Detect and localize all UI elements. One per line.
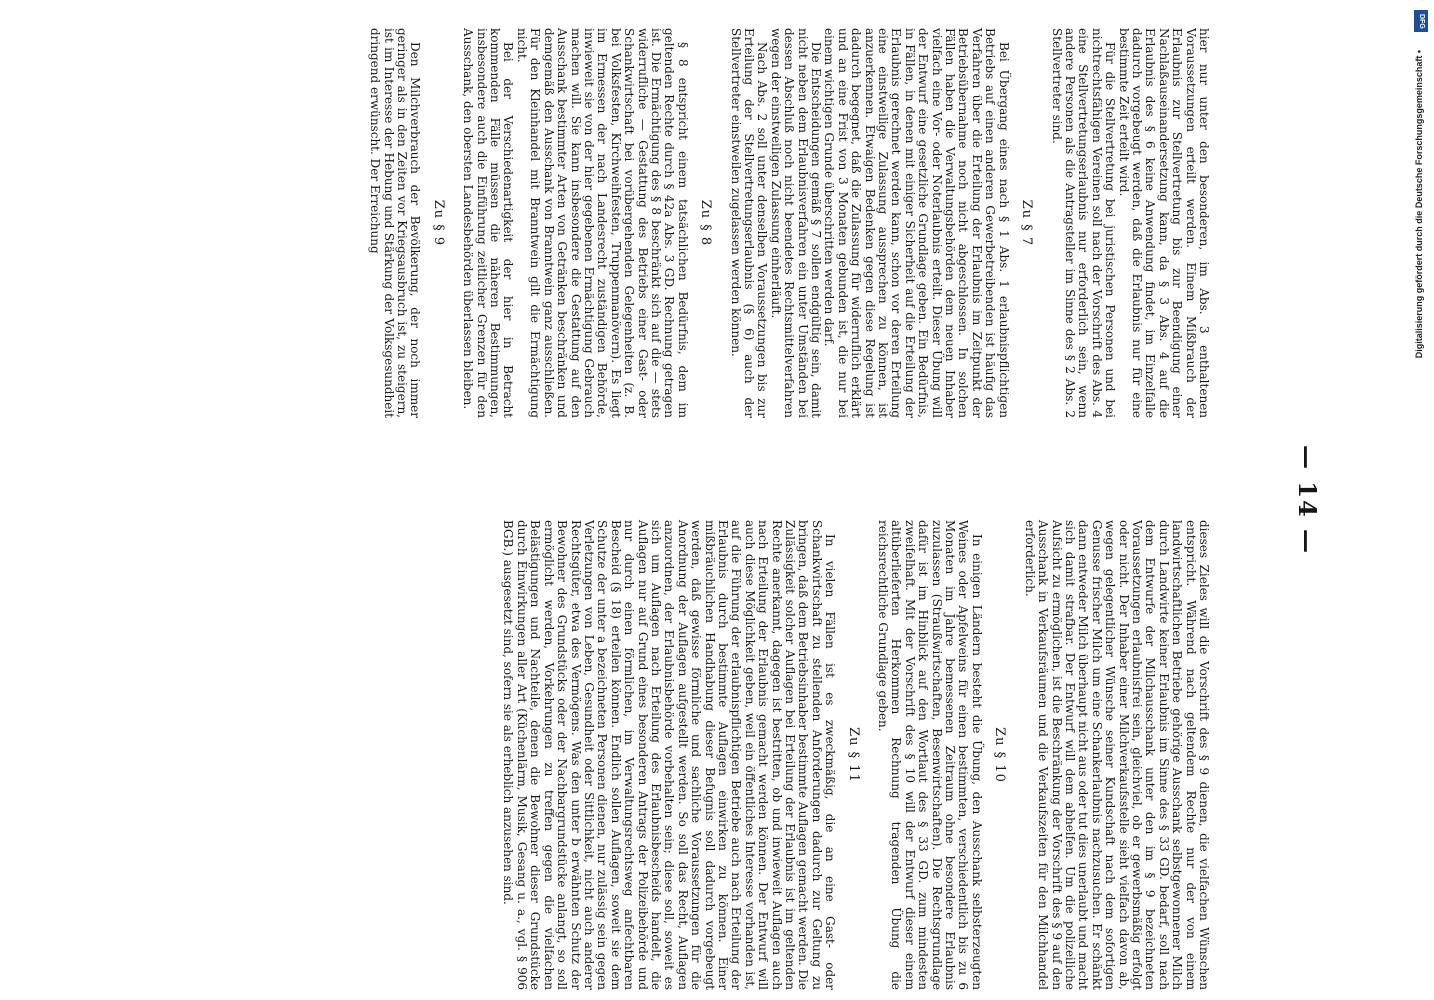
paragraph: Den Milchverbrauch der Bevölkerung, der noch immer geringer als in den Zeiten vor Kriegsausbruch ist, zu steigern, ist im Interesse der Hebung und Stärkung der Volksgesundheit dringend erwünscht. Der Erreichung	[368, 28, 423, 418]
paragraph: Bei Übergang eines nach § 1 Abs. 1 erlaubnispflichtigen Betriebs auf einen anderen Gewerbetreibenden ist häufig das Verfahren über die Erteilung der Erlaubnis im Zeitpunkt der Betriebsübernahme noch nicht abgeschlossen. In solchen Fällen haben die Verwaltungsbehörden dem neuen Inhaber vielfach eine Vor- oder Noterlaubnis erteilt. Dieser Übung will der Entwurf eine gesetzliche Grundlage geben. Ein Bedürfnis, in Fällen, in denen mit einiger Sicherheit auf die Erteilung der Erlaubnis gerechnet werden kann, schon vor deren Erteilung eine einstweilige Zulassung aussprechen zu können, ist anzuerkennen. Etwaigen Bedenken gegen diese Regelung ist dadurch begegnet, daß die Zulassung für widerruflich erklärt und an eine Frist von 3 Monaten gebunden ist, die nur bei einem wichtigen Grunde überschritten werden darf.	[822, 28, 1011, 418]
digitization-credit: Digitalisierung gefördert durch die Deutsche Forschungsgemeinschaft •	[1414, 50, 1424, 359]
digitization-credit-strip	[1410, 10, 1434, 990]
paragraph: Die Entscheidungen gemäß § 7 sollen endgültig sein, damit nicht neben dem Erlaubnisverfahren ein unter Umständen bei dessen Abschluß noch nicht beendetes Rechtsmittelverfahren wegen der einstweiligen Zulassung einherläuft.	[768, 28, 824, 418]
right-text-column	[501, 520, 1210, 990]
section-heading: Zu § 7	[1019, 199, 1035, 247]
left-text-column	[368, 28, 1210, 418]
section-heading: Zu § 10	[992, 727, 1008, 783]
section-heading: Zu § 9	[430, 199, 446, 247]
paragraph: hier nur unter den besonderen, im Abs. 3 enthaltenen Voraussetzungen erteilt werden. Einem Mißbrauch der Erlaubnis zur Stellvertretung bis zur Beendigung einer Nachlaßauseinandersetzung kann, da § 3 Abs. 4 auf die Erlaubnis des § 6 keine Anwendung findet, im Einzelfalle dadurch vorgebeugt werden, daß die Erlaubnis nur für eine bestimmte Zeit erteilt wird.	[1116, 28, 1211, 418]
paragraph: Für die Stellvertretung bei juristischen Personen und bei nichtrechtsfähigen Vereinen soll nach der Vorschrift des Abs. 4 eine Stellvertretungserlaubnis nur erforderlich sein, wenn andere Personen als die Antragsteller im Sinne des § 2 Abs. 2 Stellvertreter sind.	[1049, 28, 1118, 418]
paragraph: dieses Zieles will die Vorschrift des § 9 dienen, die vielfachen Wünschen entspricht. Während nach geltendem Rechte nur der von einem landwirtschaftlichen Betriebe gehörige Ausschank selbstgewonnener Milch durch Landwirte keiner Erlaubnis im Sinne des § 33 GD. bedarf, soll nach dem Entwurfe der Milchausschank unter den im § 9 bezeichneten Voraussetzungen erlaubnisfrei sein, gleichviel, ob er gewerbsmäßig erfolgt oder nicht. Der Inhaber einer Milchverkaufsstelle sieht vielfach davon ab, wegen gelegentlicher Wünsche seiner Kundschaft nach dem sofortigen Genusse frischer Milch um eine Schankerlaubnis nachzusuchen. Er schänkt dann entweder Milch überhaupt nicht aus oder tut dies unerlaubt und macht sich damit strafbar. Der Entwurf will dem abhelfen. Um die polizeiliche Aufsicht zu ermöglichen, ist die Beschränkung der Vorschrift des § 9 auf den Ausschank in Verkaufsräumen und die Verkaufszeiten für den Milchhandel erforderlich.	[1022, 520, 1211, 990]
paragraph: In vielen Fällen ist es zweckmäßig, die an eine Gast- oder Schankwirtschaft zu stellenden Anforderungen dadurch zur Geltung zu bringen, daß dem Betriebsinhaber bestimmte Auflagen gemacht werden. Die Zulässigkeit solcher Auflagen bei Erteilung der Erlaubnis ist im geltenden Rechte anerkannt, dagegen ist bestritten, ob und inwieweit Auflagen auch nach Erteilung der Erlaubnis gemacht werden können. Der Entwurf will auch diese Möglichkeit geben, weil ein öffentliches Interesse vorhanden ist, auf die Führung der erlaubnispflichtigen Betriebe auch nach Erteilung der Erlaubnis durch bestimmte Auflagen einwirken zu können. Einer mißbräuchlichen Handhabung dieser Befugnis soll dadurch vorgebeugt werden, daß gewisse förmliche und sachliche Voraussetzungen für die Anordnung der Auflagen aufgestellt werden. So soll das Recht, Auflagen anzuordnen, der Erlaubnisbehörde vorbehalten sein; diese soll, soweit es sich um Auflagen nach Erteilung des Erlaubnisbescheids handelt, die Auflagen nur auf Grund eines besonderen Antrags der Polizeibehörde und nur durch einen förmlichen, im Verwaltungsrechtsweg anfechtbaren Bescheid (§ 18) erteilen können. Endlich sollen Auflagen, soweit sie dem Schutze der unter a bezeichneten Personen dienen, nur zulässig sein gegen Verletzungen von Leben, Gesundheit oder Sittlichkeit, nicht auch anderer Rechtsgüter, etwa des Vermögens. Was den unter b erwähnten Schutz der Bewohner des Grundstücks oder der Nachbargrundstücke anlangt, so soll ermöglicht werden, Vorkehrungen zu treffen gegen die vielfachen Belästigungen und Nachteile, denen die Bewohner dieser Grundstücke durch Einwirkungen aller Art (Küchenlärm, Musik, Gesang u. a., vgl. § 906 BGB.) ausgesetzt sind, sofern sie als erheblich anzusehen sind.	[501, 520, 838, 990]
dfg-logo: DFG	[1414, 10, 1428, 32]
paragraph: In einigen Ländern besteht die Übung, den Ausschank selbsterzeugten Weines oder Apfelweins für einen bestimmten, verschiedentlich bis zu 6 Monaten im Jahre bemessenen Zeitraum ohne besondere Erlaubnis zuzulassen (Straußwirtschaften, Besenwirtschaften). Die Rechtsgrundlage dafür ist im Hinblick auf den Wortlaut des § 33 GD. zum mindesten zweifelhaft. Mit der Vorschrift des § 10 will der Entwurf dieser einem altüberlieferten Herkommen Rechnung tragenden Übung die reichsrechtliche Grundlage geben.	[876, 520, 984, 990]
section-heading: Zu § 8	[698, 199, 714, 247]
paragraph: Bei der Verschiedenartigkeit der hier in Betracht kommenden Fälle müssen die näheren Bestimmungen, insbesondere auch die Einführung zeitlicher Grenzen für den Ausschank, den obersten Landesbehörden überlassen bleiben.	[461, 28, 516, 418]
page-number: — 14 —	[1293, 444, 1322, 556]
section-heading: Zu § 11	[845, 727, 861, 783]
paragraph: § 8 entspricht einem tatsächlichen Bedürfnis, dem im geltenden Rechte durch § 42a Abs. 3 GD. Rechnung getragen ist. Die Ermächtigung des § 8 beschränkt sich auf die — stets widerrufliche — Gestattung des Betriebs einer Gast- oder Schankwirtschaft bei vorübergehenden Gelegenheiten (z. B. bei Volksfesten, Kirchweihfesten, Truppenmanövern). Es liegt im Ermessen der nach Landesrecht zuständigen Behörde, inwieweit sie von der hier gegebenen Ermächtigung Gebrauch machen will. Sie kann insbesondere die Gestattung auf den Ausschank bestimmter Arten von Getränken beschränken und demgemäß den Ausschank von Branntwein ganz ausschließen. Für den Kleinhandel mit Branntwein gilt die Ermächtigung nicht.	[514, 28, 690, 418]
paragraph: Nach Abs. 2 soll unter denselben Voraussetzungen bis zur Erteilung der Stellvertretungserlaubnis (§ 6) auch der Stellvertreter einstweilen zugelassen werden können.	[728, 28, 770, 418]
